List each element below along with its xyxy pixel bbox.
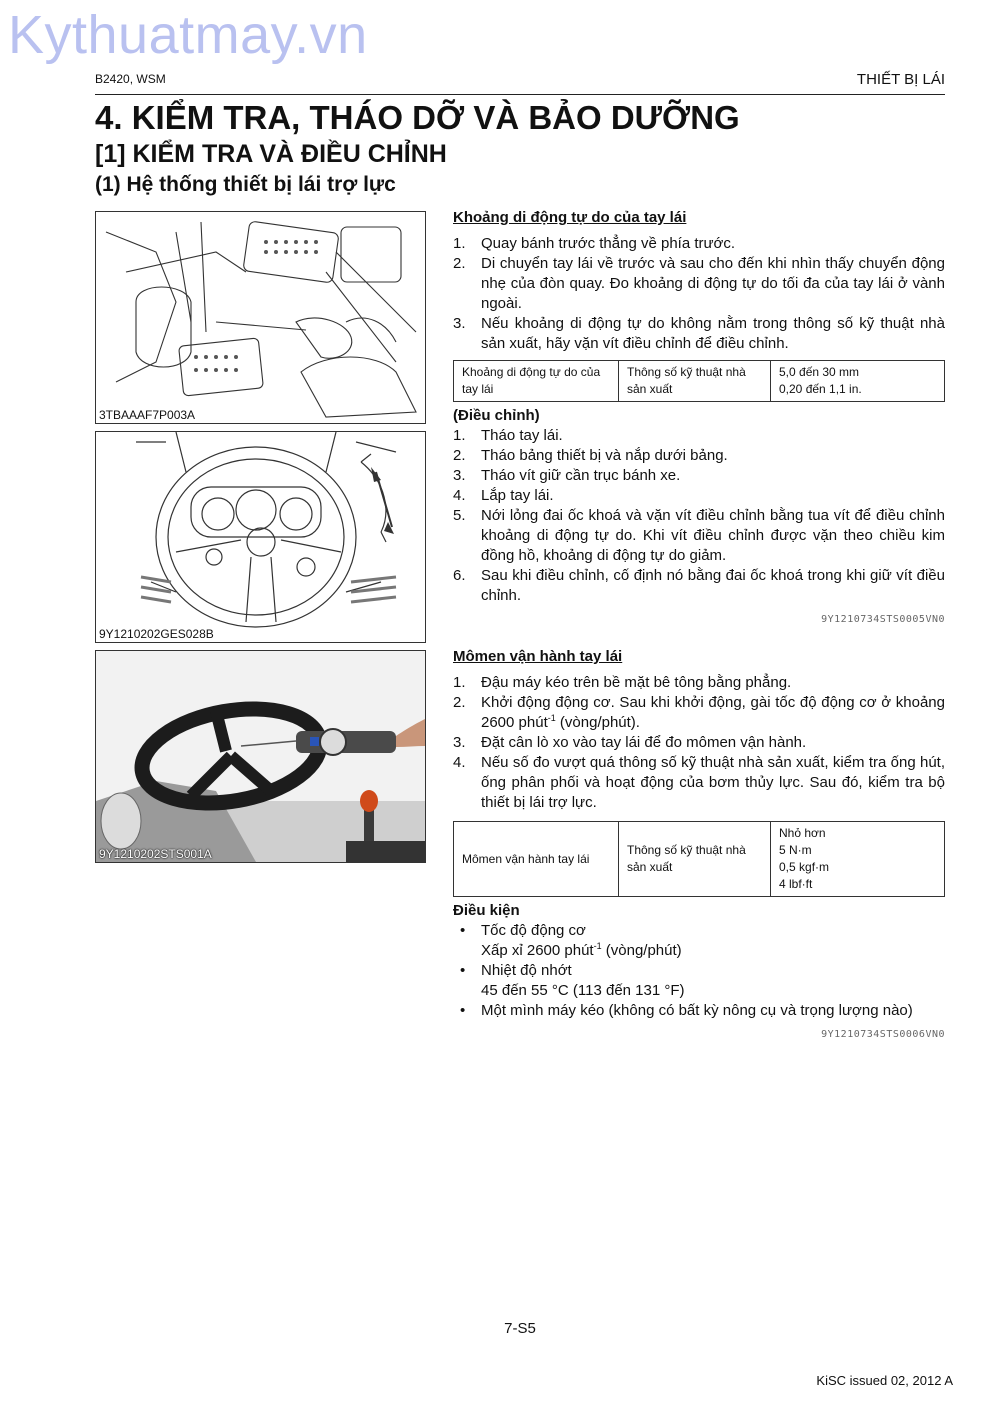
list-item: • Tốc độ động cơ Xấp xỉ 2600 phút$^{-1}$ (vòng/phút): [460, 922, 682, 959]
list-item: 5. Nới lỏng đai ốc khoá và vặn vít điều chỉnh bằng tua vít để điều chỉnh khoảng di động tự do. Khi vít điều chỉnh được vặn theo chiều kim đồng hồ, khoảng di động tự do giảm.: [453, 507, 945, 564]
figure-caption: 9Y1210202GES028B: [99, 627, 214, 641]
spec-value: Nhỏ hơn 5 N·m 0,5 kgf·m 4 lbf·ft: [771, 822, 945, 897]
figure-steering-wheel: [95, 431, 426, 643]
heading-3: (1) Hệ thống thiết bị lái trợ lực: [95, 173, 396, 196]
list-item: 4. Nếu số đo vượt quá thông số kỹ thuật nhà sản xuất, kiểm tra ống hút, ống phân phối và hoạt động của bơm thủy lực. Sau đó, kiểm tra bộ thiết bị lái trợ lực.: [453, 754, 945, 811]
spec-type: Thông số kỹ thuật nhà sản xuất: [619, 822, 771, 897]
steering-wheel-illustration: [96, 432, 425, 642]
list-item: • Một mình máy kéo (không có bất kỳ nông cụ và trọng lượng nào): [460, 1002, 913, 1019]
list-item: 2. Khởi động động cơ. Sau khi khởi động, gài tốc độ động cơ ở khoảng 2600 phút$^{-1}$ (vòng/phút).: [453, 694, 945, 731]
list-item: 4. Lắp tay lái.: [453, 487, 554, 504]
spec-item: Mômen vận hành tay lái: [454, 822, 619, 897]
spring-scale-photo: [96, 651, 425, 862]
list-item: 3. Nếu khoảng di động tự do không nằm trong thông số kỹ thuật nhà sản xuất, hãy vặn vít điều chỉnh để điều chỉnh.: [453, 315, 945, 352]
spec-table: [453, 360, 945, 402]
figure-spring-scale-photo: [95, 650, 426, 863]
section-title: Khoảng di động tự do của tay lái: [453, 209, 687, 226]
spec-table: [453, 821, 945, 897]
list-item: 1. Tháo tay lái.: [453, 427, 563, 444]
adjust-title: (Điều chỉnh): [453, 407, 540, 424]
steps-list: [453, 673, 945, 813]
spec-item: Khoảng di động tự do của tay lái: [454, 361, 619, 402]
heading-1: 4. KIỂM TRA, THÁO DỠ VÀ BẢO DƯỠNG: [95, 99, 740, 136]
issue-note: KiSC issued 02, 2012 A: [816, 1373, 953, 1388]
list-item: 1. Đậu máy kéo trên bề mặt bê tông bằng phẳng.: [453, 674, 792, 691]
list-item: • Nhiệt độ nhớt 45 đến 55 °C (113 đến 131 °F): [460, 962, 685, 999]
spec-type: Thông số kỹ thuật nhà sản xuất: [619, 361, 771, 402]
list-item: 2. Tháo bảng thiết bị và nắp dưới bảng.: [453, 447, 728, 464]
conditions-list: [453, 921, 945, 1021]
adjust-steps-list: [453, 426, 945, 606]
list-item: 2. Di chuyển tay lái về trước và sau cho đến khi nhìn thấy chuyển động nhẹ của đòn quay. Đo khoảng di động tự do tối đa của tay lái ở vành ngoài.: [453, 255, 945, 312]
steps-list: [453, 234, 945, 354]
watermark: Kythuatmay.vn: [8, 5, 368, 65]
figure-adjust-screw: [95, 211, 426, 424]
header-rule: [95, 94, 945, 95]
section-free-play: [453, 208, 945, 630]
header-model: B2420, WSM: [95, 72, 166, 86]
figure-caption: 9Y1210202STS001A: [99, 847, 212, 861]
list-item: 1. Quay bánh trước thẳng về phía trước.: [453, 235, 736, 252]
figure-caption: 3TBAAAF7P003A: [99, 408, 196, 422]
section-title: Mômen vận hành tay lái: [453, 648, 623, 665]
heading-2: [1] KIỂM TRA VÀ ĐIỀU CHỈNH: [95, 140, 447, 168]
table-row: [454, 822, 945, 897]
page-number: 7-S5: [504, 1320, 536, 1337]
header-section: THIẾT BỊ LÁI: [856, 71, 945, 88]
reference-code: 9Y1210734STS0006VN0: [821, 1029, 945, 1040]
conditions-title: Điều kiện: [453, 902, 520, 919]
adjust-screw-illustration: [96, 212, 425, 423]
table-row: [454, 361, 945, 402]
section-operating-torque: [453, 647, 945, 1045]
list-item: 3. Đặt cân lò xo vào tay lái để đo mômen vận hành.: [453, 734, 807, 751]
list-item: 3. Tháo vít giữ cần trục bánh xe.: [453, 467, 681, 484]
spec-value: 5,0 đến 30 mm 0,20 đến 1,1 in.: [771, 361, 945, 402]
list-item: 6. Sau khi điều chỉnh, cố định nó bằng đai ốc khoá trong khi giữ vít điều chỉnh.: [453, 567, 945, 604]
reference-code: 9Y1210734STS0005VN0: [821, 614, 945, 625]
